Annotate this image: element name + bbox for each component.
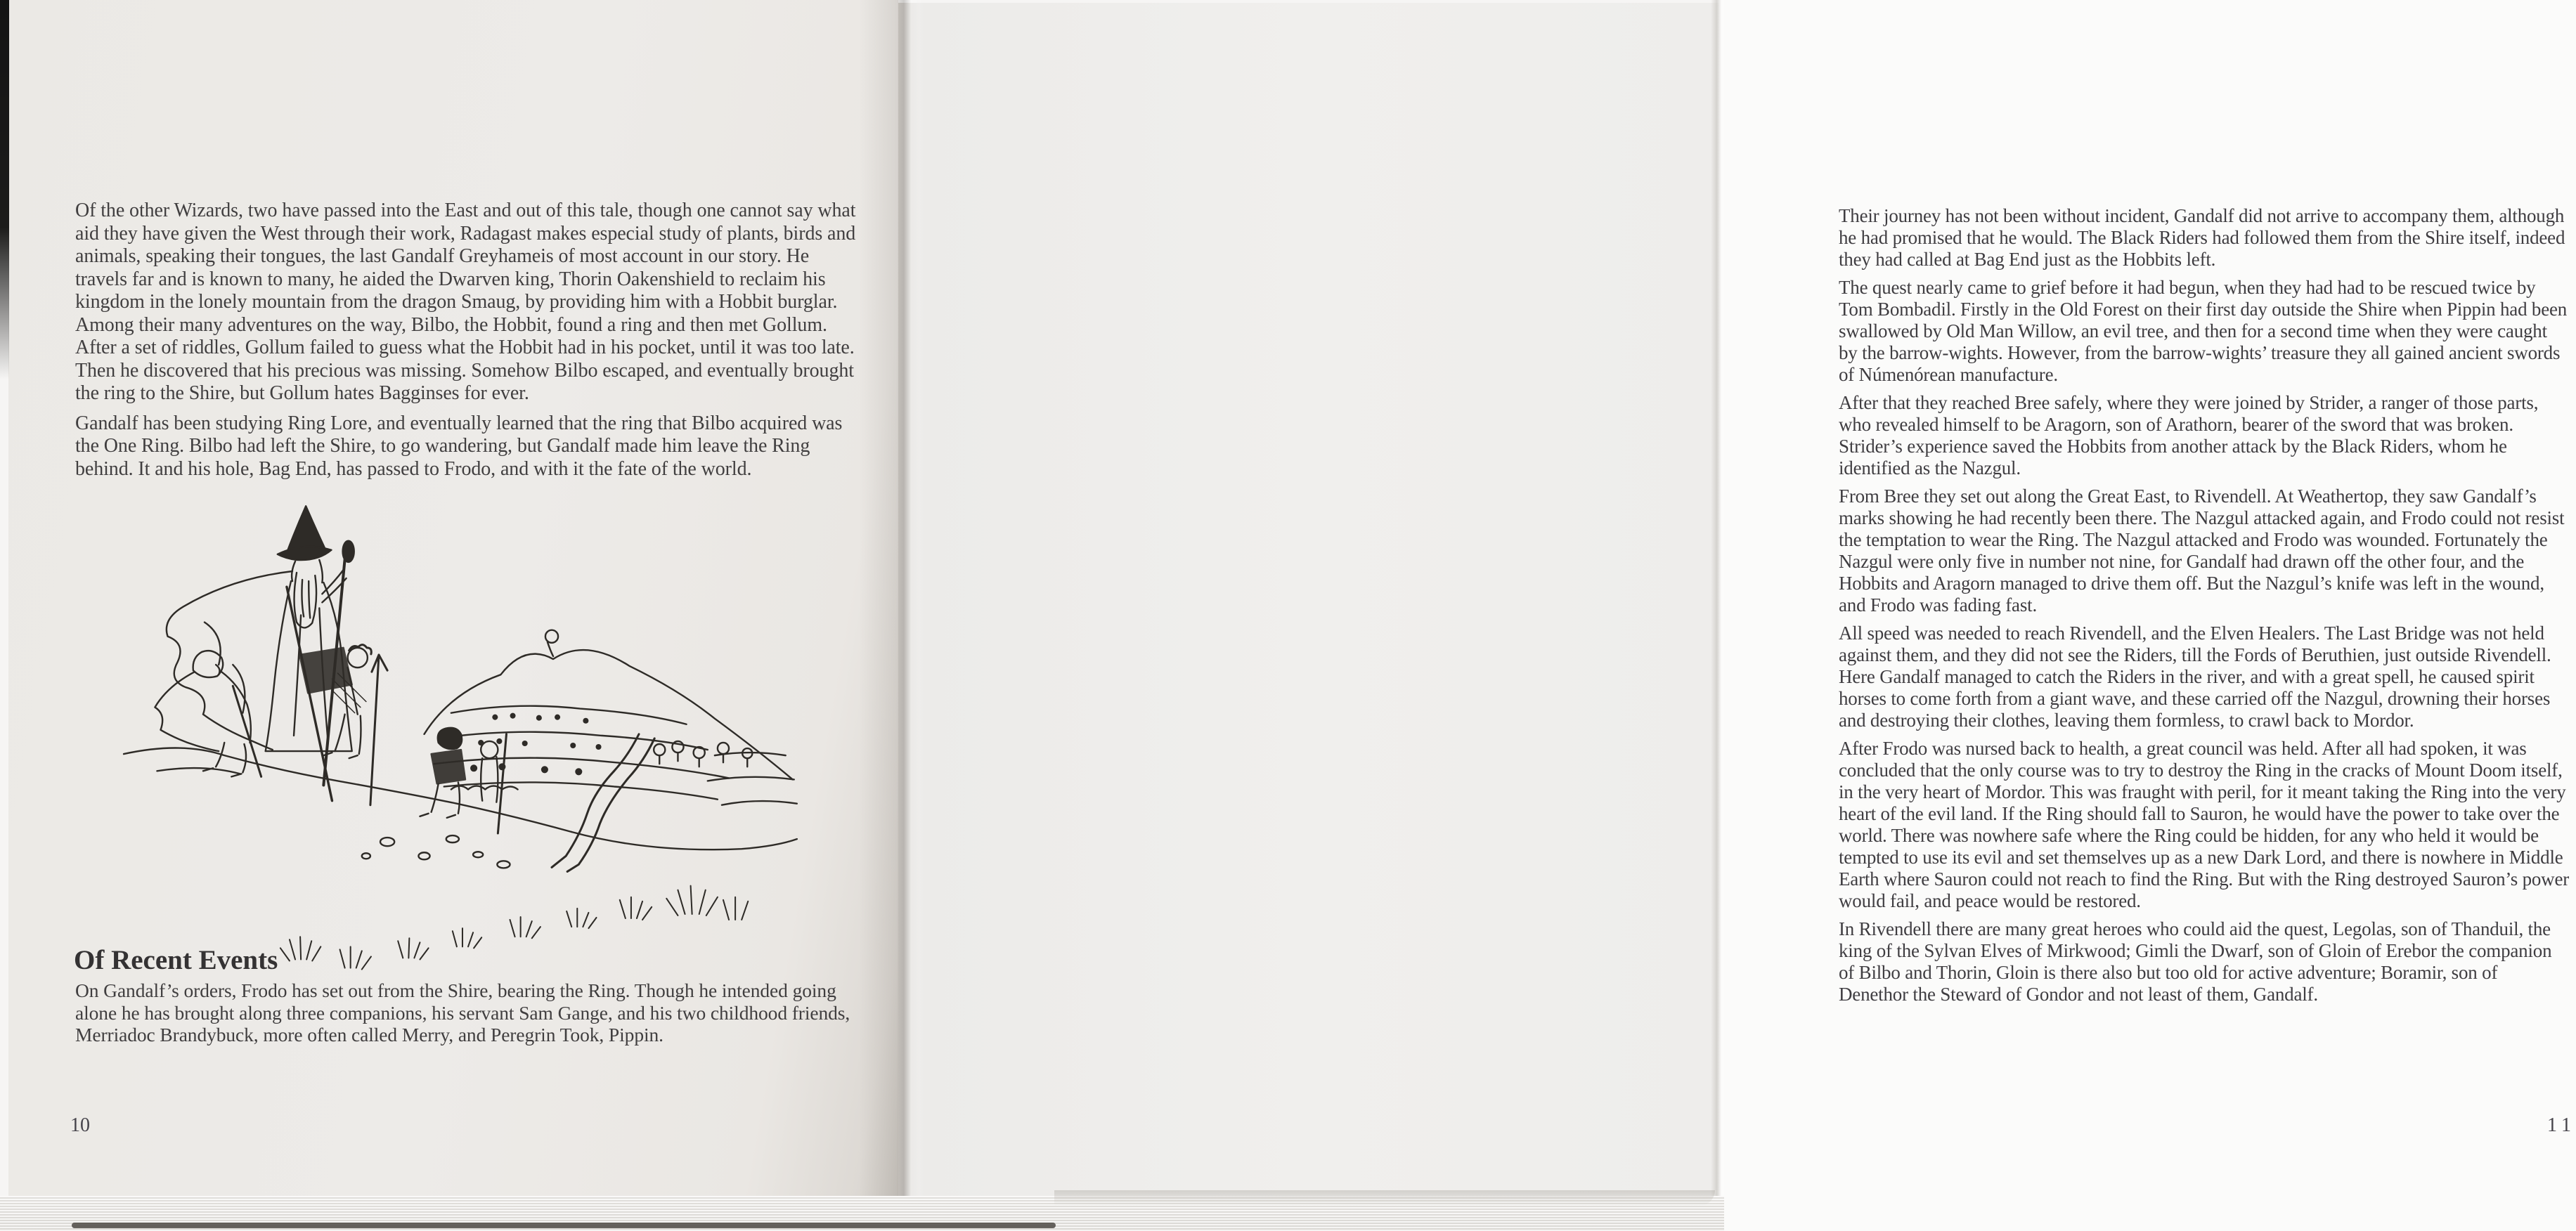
page-number-left: 10 [70,1114,90,1136]
paragraph: On Gandalf’s orders, Frodo has set out from the Shire, bearing the Ring. Though he intended going alone he has brought along three companions, his servant Sam Gange, and his two childhood friends, Merriadoc Brandybuck, more often called Merry, and Peregrin Took, Pippin. [75,979,850,1046]
book-cover-edge [72,1223,1056,1228]
page-corner-shadow [1054,1190,1715,1206]
page-edge-left [0,0,9,379]
paragraph: After Frodo was nursed back to health, a great council was held. After all had spoken, it was concluded that the only course was to try to destroy the Ring in the cracks of Mount Doom itself, in the very heart of Mordor. This was fraught with peril, for it meant taking the Ring into the very heart of the evil land. If the Ring should fall to Sauron, he would have the power to take over the world. There was nowhere safe where the Ring could be hidden, for any who held it would be tempted to use its evil and set themselves up as a new Dark Lord, and there is nowhere in Middle Earth where Sauron could not reach to find the Ring. But with the Ring destroyed Sauron’s power would fail, and peace would be restored. [1839,738,2570,911]
paragraph: The quest nearly came to grief before it had begun, when they had had to be rescued twice by Tom Bombadil. Firstly in the Old Forest on their first day outside the Shire when Pippin had been swallowed by Old Man Willow, an evil tree, and then for a second time when they were caught by the barrow-wights. However, from the barrow-wights’ treasure they all gained ancient swords of Númenórean manufacture. [1839,277,2568,385]
right-page-text [1839,205,2570,1012]
section-heading: Of Recent Events [74,945,278,975]
paragraph: After that they reached Bree safely, where they were joined by Strider, a ranger of those parts, who revealed himself to be Aragorn, son of Arathorn, bearer of the sword that was broken. Strider’s experience saved the Hobbits from another attack by the Black Riders, whom he identified as the Nazgul. [1839,392,2539,478]
illustration-gandalf-hobbits [118,499,813,991]
page-number-right: 11 [2547,1114,2576,1136]
paragraph: Gandalf has been studying Ring Lore, and eventually learned that the ring that Bilbo acquired was the One Ring. Bilbo had left the Shire, to go wandering, but Gandalf made him leave the Ring behind. It and his hole, Bag End, has passed to Frodo, and with it the fate of the world. [75,412,843,480]
paragraph: From Bree they set out along the Great East, to Rivendell. At Weathertop, they saw Gandalf’s marks showing he had recently been there. The Nazgul attacked again, and Frodo could not resist the temptation to wear the Ring. The Nazgul attacked and Frodo was wounded. Fortunately the Nazgul were only five in number not nine, for Gandalf had drawn off the other four, and the Hobbits and Aragorn managed to drive them off. But the Nazgul’s knife was left in the wound, and Frodo was fading fast. [1839,486,2565,616]
paragraph: Their journey has not been without incident, Gandalf did not arrive to accompany them, although he had promised that he would. The Black Riders had followed them from the Shire itself, indeed they had called at Bag End just as the Hobbits left. [1839,205,2565,270]
right-page [898,3,2576,1197]
page-edge-right [1711,0,1724,1199]
paragraph: All speed was needed to reach Rivendell, and the Elven Healers. The Last Bridge was not held against them, and they did not see the Riders, till the Fords of Beruthien, just outside Rivendell. Here Gandalf managed to catch the Riders in the river, and with a great spell, he caused spirit horses to come forth from a giant wave, and these carried off the Nazgul, drowning their horses and destroying their clothes, leaving them formless, to crawl back to Mordor. [1839,623,2551,731]
paragraph: In Rivendell there are many great heroes who could aid the quest, Legolas, son of Thanduil, the king of the Sylvan Elves of Mirkwood; Gimli the Dwarf, son of Gloin of Erebor the companion of Bilbo and Thorin, Gloin is there also but too old for active adventure; Boramir, son of Denethor the Steward of Gondor and not least of them, Gandalf. [1839,918,2552,1005]
paragraph: Of the other Wizards, two have passed into the East and out of this tale, though one cannot say what aid they have given the West through their work, Radagast makes especial study of plants, birds and animals, speaking their tongues, the last Gandalf Greyhameis of most account in our story. He travels far and is known to many, he aided the Dwarven king, Thorin Oakenshield to reclaim his kingdom in the lonely mountain from the dragon Smaug, by providing him with a Hobbit burglar. Among their many adventures on the way, Bilbo, the Hobbit, found a ring and then met Gollum. After a set of riddles, Gollum failed to guess what the Hobbit had in his pocket, until it was too late. Then he discovered that his precious was missing. Somehow Bilbo escaped, and eventually brought the ring to the Shire, but Gollum hates Bagginses for ever. [75,200,856,404]
left-page-text [75,200,858,488]
